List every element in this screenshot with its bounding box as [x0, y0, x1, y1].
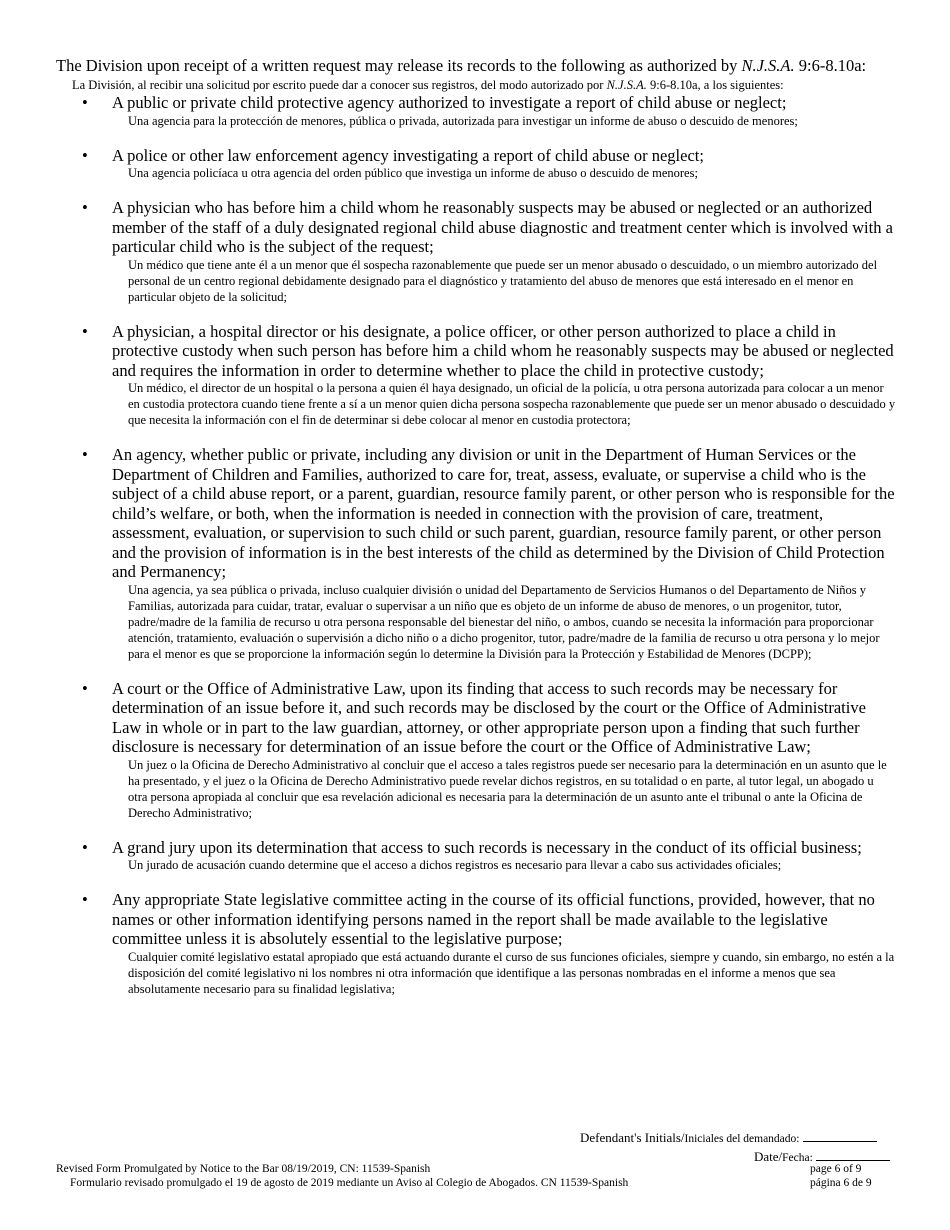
date-field[interactable] [816, 1147, 890, 1161]
footer-form-english: Revised Form Promulgated by Notice to the Bar 08/19/2019, CN: 11539-Spanish [56, 1163, 431, 1175]
intro-english: The Division upon receipt of a written request may release its records to the following as authorized by N.J.S.A. 9:6-8.10a: [56, 56, 867, 75]
list-item [56, 890, 896, 997]
document-body [56, 56, 896, 1014]
footer-form-spanish: Formulario revisado promulgado el 19 de agosto de 2019 mediante un Aviso al Colegio de Abogados. CN 11539-Spanish [70, 1177, 629, 1189]
item-spanish: Un juez o la Oficina de Derecho Administrativo al concluir que el acceso a tales registros puede ser necesario para la determinación en un asunto que le ha presentado, y el juez o la Oficina de Derecho Administrativo puede revelar dichos registros, en su totalidad o en parte, al tutor legal, un abogado u otra persona apropiada al concluir que esa revelación adicional es necesaria para la determinación de un asunto ante el tribunal o ante la Oficina de Derecho Administrativo; [128, 757, 887, 820]
list-item [56, 838, 896, 874]
item-spanish: Un médico que tiene ante él a un menor que él sospecha razonablemente que puede ser un menor abusado o descuidado, o un miembro autorizado del personal de un centro regional debidamente designado para el diagnóstico y tratamiento del abuso de menores que está interesado en el menor en particular objeto de la solicitud; [128, 257, 878, 304]
list-item [56, 146, 896, 182]
item-spanish: Una agencia, ya sea pública o privada, incluso cualquier división o unidad del Departamento de Servicios Humanos o del Departamento de Niños y Familias, autorizada para cuidar, tratar, evaluar o supervisar a un niño que es objeto de un informe de abuso de menores, o un progenitor, tutor, padre/madre de la familia de recurso u otra persona responsable del bienestar del niño, o ambos, cuando se necesita la información para proporcionar atención, tratamiento, evaluación o supervisión a dicho niño o a dicho progenitor, tutor, padre/madre de la familia de recurso u otra persona y lo mejor para el menor es que se proporcione la información según lo determine la División para la Protección y Estabilidad de Menores (DCPP); [128, 582, 880, 661]
list-item [56, 198, 896, 305]
list-item [56, 93, 896, 129]
item-spanish: Una agencia policíaca u otra agencia del orden público que investiga un informe de abuso o descuido de menores; [128, 166, 698, 180]
item-spanish: Cualquier comité legislativo estatal apropiado que está actuando durante el curso de sus funciones oficiales, siempre y cuando, sin embargo, no estén a la disposición del comité legislativo ni los nombres ni otra información que identifique a las personas nombradas en el informe a menos que sea absolutamente necesario para su finalidad legislativa; [128, 949, 895, 996]
bullet-icon: • [82, 445, 88, 464]
initials-field[interactable] [803, 1128, 877, 1142]
item-english: A public or private child protective agency authorized to investigate a report of child abuse or neglect; [112, 93, 787, 112]
item-spanish: Una agencia para la protección de menores, pública o privada, autorizada para investigar un informe de abuso o descuido de menores; [128, 113, 798, 128]
bullet-icon: • [82, 321, 88, 341]
bullet-icon: • [82, 198, 88, 217]
item-spanish: Un jurado de acusación cuando determine que el acceso a dichos registros es necesario para llevar a cabo sus actividades oficiales; [128, 858, 782, 872]
item-english: A court or the Office of Administrative Law, upon its finding that access to such records may be necessary for determination of an issue before it, and such records may be disclosed by the court or the Office of Administrative Law in whole or in part to the law guardian, attorney, or other appropriate person upon a finding that such further disclosure is necessary for determination of an issue before the court or the Office of Administrative Law; [112, 678, 866, 756]
item-english: A grand jury upon its determination that access to such records is necessary in the conduct of its official business; [112, 837, 862, 857]
bullet-icon: • [82, 678, 88, 698]
authorized-recipients-list [56, 93, 896, 997]
bullet-icon: • [82, 93, 88, 112]
statute-citation-es: N.J.S.A. [606, 78, 647, 92]
intro-spanish: La División, al recibir una solicitud por escrito puede dar a conocer sus registros, del modo autorizado por N.J.S.A. 9:6-8.10a, a los siguientes: [72, 78, 784, 92]
bullet-icon: • [82, 890, 88, 909]
bullet-icon: • [82, 145, 88, 165]
item-spanish: Un médico, el director de un hospital o la persona a quien él haya designado, un oficial de la policía, u otra persona autorizada para colocar a un menor en custodia protectora cuando tiene frente a sí a un menor quien dicha persona sospecha razonablemente que puede ser un menor abusado o descuidado y que necesita la información con el fin de determinar si debe colocar al menor en custodia protectora; [128, 381, 896, 427]
date-line: Date/Fecha: [754, 1147, 890, 1166]
page-number-spanish: página 6 de 9 [810, 1177, 872, 1189]
item-english: A physician, a hospital director or his designate, a police officer, or other person authorized to place a child in protective custody when such person has before him a child whom he reasonably suspects may be abused or neglected and requires the information in order to determine whether to place the child in protective custody; [112, 321, 894, 380]
item-english: An agency, whether public or private, including any division or unit in the Department of Human Services or the Department of Children and Families, authorized to care for, treat, assess, evaluate, or supervise a child who is the subject of a child abuse report, or a parent, guardian, resource family parent, or other person who is responsible for the child’s welfare, or both, when the information is needed in connection with the provision of care, treatment, assessment, evaluation, or supervision to such child or such parent, guardian, resource family parent, or other person and the provision of information is in the best interests of the child as determined by the Division of Child Protection and Permanency; [112, 445, 895, 581]
page-number: page 6 of 9 [810, 1163, 862, 1175]
list-item [56, 445, 896, 662]
defendant-initials-line: Defendant's Initials/Iniciales del demandado: [580, 1128, 877, 1147]
item-english: A physician who has before him a child whom he reasonably suspects may be abused or neglected or an authorized member of the staff of a duly designated regional child abuse diagnostic and treatment center which is involved with a particular child who is the subject of the request; [112, 198, 893, 256]
item-english: A police or other law enforcement agency investigating a report of child abuse or neglect; [112, 145, 704, 165]
item-english: Any appropriate State legislative committee acting in the course of its official functions, provided, however, that no names or other information identifying persons named in the report shall be made available to the legislative committee unless it is absolutely essential to the legislative purpose; [112, 890, 875, 948]
bullet-icon: • [82, 837, 88, 857]
list-item [56, 679, 896, 821]
statute-citation: N.J.S.A. [741, 56, 795, 75]
list-item [56, 322, 896, 429]
